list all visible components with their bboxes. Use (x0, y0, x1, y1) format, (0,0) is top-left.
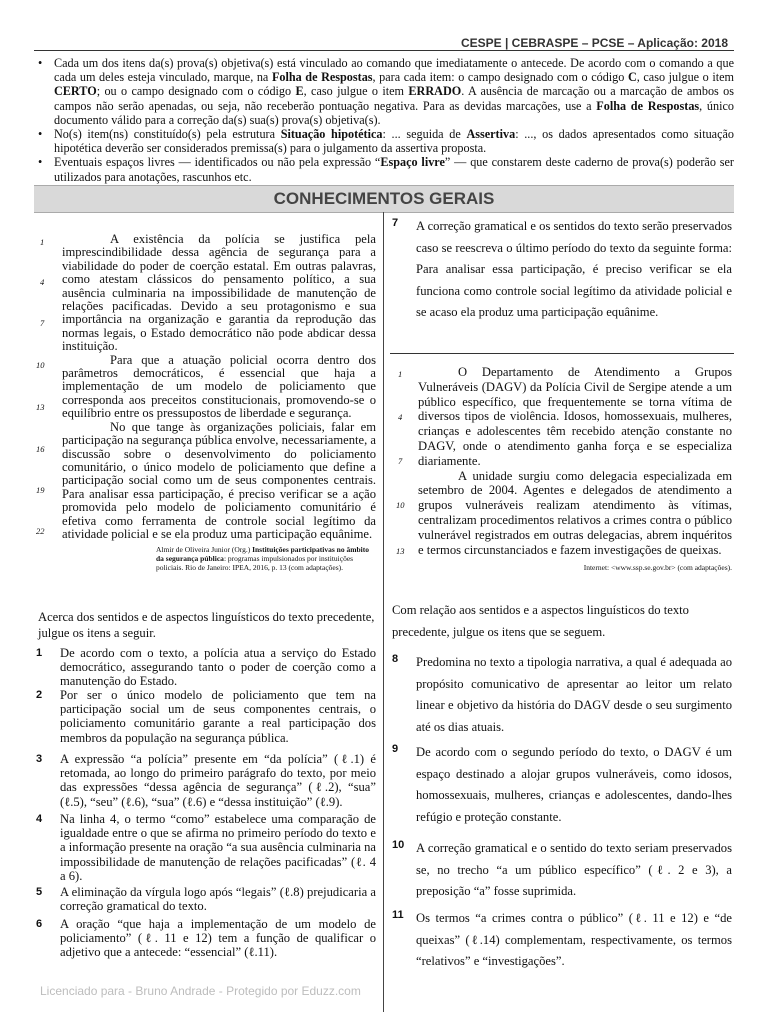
item-text: De acordo com o texto, a polícia atua a serviço do Estado democrático, assegurando tanto o poder de coerção como a manutenção do Estado. (60, 646, 376, 689)
line-number: 7 (398, 456, 403, 466)
license-footer: Licenciado para - Bruno Andrade - Protegido por Eduzz.com (40, 984, 361, 998)
instructions (34, 56, 734, 184)
item-text: Na linha 4, o termo “como” estabelece uma comparação de igualdade entre o que se afirma no primeiro período do texto e a informação presente na oração “a sua ausência culminaria na impossibilidade de manutenção de relações pacificadas” (ℓ. 4 a 6). (60, 812, 376, 883)
section-band (34, 185, 734, 213)
line-number: 7 (40, 318, 45, 328)
line-number: 4 (40, 277, 45, 287)
paragraph: A existência da polícia se justifica pela imprescindibilidade dessa agência de segurança para a viabilidade do poder de coerção estatal. Em outras palavras, como atestam clássicos do pensamento político, a sua ausência culminaria na impossibilidade de manutenção de relações pacificadas. Devido a seu protagonismo e sua importância na organização e garantia da reprodução das normas legais, o Estado democrático não pode abdicar dessa instituição. (62, 232, 376, 354)
item-number: 4 (36, 813, 43, 825)
instruction-item: • No(s) item(ns) constituído(s) pela estrutura Situação hipotética: ... seguida de Assertiva: ..., os dados apresentados como situação hipotética deverão ser considerados premissa(s) para o julgamento da assertiva proposta. (34, 127, 734, 155)
line-number: 10 (36, 360, 45, 370)
question-item (36, 885, 376, 913)
item-number: 1 (36, 647, 43, 659)
question-item (36, 752, 376, 809)
question-item (392, 838, 732, 903)
item-number: 5 (36, 886, 43, 898)
item-text: De acordo com o segundo período do texto, o DAGV é um espaço destinado a alojar grupos vulneráveis, como idosos, homossexuais, mulheres, crianças e adolescentes, dando-lhes refúgio e proteção constante. (416, 745, 732, 824)
right-citation: Internet: <www.ssp.se.gov.br> (com adaptações). (583, 563, 732, 573)
item-number: 3 (36, 753, 43, 765)
paragraph: No que tange às organizações policiais, falar em participação na segurança pública envolve, necessariamente, a discussão sobre o desenvolvimento do policiamento comunitário, o único modelo de policiamento que define a participação social como um de seus componentes centrais. Para analisar essa participação, é preciso verificar se a ação promovida pelo modelo de policiamento comunitário é efetiva como ferramenta de controle social legítimo da atividade policial e se ela produz uma participação equânime. (62, 419, 376, 541)
line-number: 13 (36, 402, 45, 412)
question-item (36, 917, 376, 960)
column-divider (383, 212, 384, 1012)
question-item (36, 646, 376, 689)
item-number: 10 (392, 839, 405, 851)
right-passage (396, 365, 732, 572)
question-item (392, 908, 732, 973)
section-title: CONHECIMENTOS GERAIS (273, 189, 495, 208)
paragraph: O Departamento de Atendimento a Grupos Vulneráveis (DAGV) da Polícia Civil de Sergipe atende a um público específico, que frequentemente se torna vítima de diversos tipos de violência. Idosos, homossexuais, mulheres, crianças e adolescentes têm recebido atenção constante no DAGV, onde o atendimento ganha força e se especializa diariamente. (418, 365, 732, 468)
item-number: 11 (392, 909, 404, 921)
question-item (392, 742, 732, 828)
line-number: 10 (396, 500, 405, 510)
paragraph: A unidade surgiu como delegacia especializada em setembro de 2004. Agentes e delegados de atendimento a grupos vulneráveis realizam atendimento às vítimas, centralizam procedimentos relativos a crimes contra o público vulnerável registrados em outras delegacias, abrem inquéritos e termos circunstanciados e fazem investigações de queixas. (418, 468, 732, 557)
line-number: 13 (396, 546, 405, 556)
item-7: 7 A correção gramatical e os sentidos do texto serão preservados caso se reescreva o último período do texto da seguinte forma: Para analisar essa participação, é preciso verificar se ela funciona como controle social legítimo da atividade policial e se acaso ela produz uma participação equânime. (392, 217, 732, 320)
line-number: 4 (398, 412, 403, 422)
section-rule (390, 353, 734, 354)
left-passage (36, 233, 376, 572)
question-item (36, 812, 376, 883)
header-rule (34, 50, 734, 51)
right-prompt: Com relação aos sentidos e a aspectos linguísticos do texto precedente, julgue os itens que se seguem. (392, 603, 689, 639)
item-number: 6 (36, 918, 43, 930)
item-text: Por ser o único modelo de policiamento que tem na participação social um de seus componentes centrais, o policiamento comunitário garante a real participação dos membros da população na segurança pública. (60, 688, 376, 745)
item-text: A expressão “a polícia” presente em “da polícia” (ℓ.1) é retomada, ao longo do primeiro parágrafo do texto, por meio das expressões “dessa agência de segurança” (ℓ.2), “sua” (ℓ.5), “seu” (ℓ.6), “sua” (ℓ.6) e “dessa instituição” (ℓ.9). (60, 752, 376, 809)
paragraph: Para que a atuação policial ocorra dentro dos parâmetros democráticos, é essencial que haja a implementação de um modelo de policiamento que corresponda aos preceitos constitucionais, promovendo-se o equilíbrio entre os pressupostos de liberdade e segurança. (62, 352, 376, 421)
left-prompt: Acerca dos sentidos e de aspectos linguísticos do texto precedente, julgue os itens a seguir. (38, 610, 375, 640)
item-number: 8 (392, 653, 399, 665)
item-number: 2 (36, 689, 43, 701)
left-citation: Almir de Oliveira Junior (Org.) Instituições participativas no âmbito da segurança pública: programas impulsionados por instituições policiais. Rio de Janeiro: IPEA, 2016, p. 13 (com adaptações). (156, 545, 369, 573)
question-item (36, 688, 376, 745)
line-number: 19 (36, 485, 45, 495)
question-item (392, 652, 732, 738)
instruction-item: • Eventuais espaços livres — identificados ou não pela expressão “Espaço livre” — que constarem deste caderno de prova(s) poderão ser utilizados para anotações, rascunhos etc. (34, 155, 734, 183)
instruction-item: • Cada um dos itens da(s) prova(s) objetiva(s) está vinculado ao comando que imediatamente o antecede. De acordo com o comando a que cada um deles esteja vinculado, marque, na Folha de Respostas, para cada item: o campo designado com o código C, caso julgue o item CERTO; ou o campo designado com o código E, caso julgue o item ERRADO. A ausência de marcação ou a marcação de ambos os campos não serão apenadas, ou seja, não receberão pontuação negativa. Para as devidas marcações, use a Folha de Respostas, único documento válido para a correção da(s) sua(s) prova(s) objetiva(s). (34, 56, 734, 127)
line-number: 22 (36, 526, 45, 536)
item-number: 9 (392, 743, 399, 755)
line-number: 1 (40, 237, 45, 247)
item-text: A eliminação da vírgula logo após “legais” (ℓ.8) prejudicaria a correção gramatical do texto. (60, 885, 376, 914)
item-text: Predomina no texto a tipologia narrativa, a qual é adequada ao propósito comunicativo de apresentar ao leitor um relato linear e objetivo da história do DAGV desde o seu surgimento até os dias atuais. (416, 655, 732, 734)
item-text: A correção gramatical e o sentido do texto seriam preservados se, no trecho “a um público específico” (ℓ. 2 e 3), a preposição “a” fosse suprimida. (416, 841, 732, 899)
item-text: Os termos “a crimes contra o público” (ℓ. 11 e 12) e “de queixas” (ℓ.14) complementam, respectivamente, os termos “relativos” e “investigações”. (416, 911, 732, 969)
exam-header: CESPE | CEBRASPE – PCSE – Aplicação: 2018 (460, 36, 728, 50)
line-number: 1 (398, 369, 403, 379)
item-text: A oração “que haja a implementação de um modelo de policiamento” (ℓ. 11 e 12) tem a função de qualificar o adjetivo que a antecede: “essencial” (ℓ.11). (60, 917, 376, 960)
line-number: 16 (36, 444, 45, 454)
